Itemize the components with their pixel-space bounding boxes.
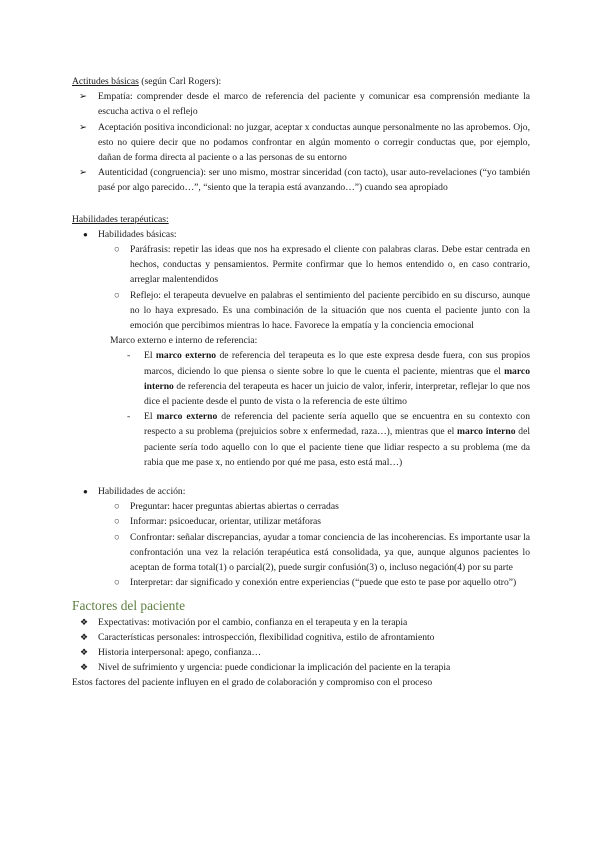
- actitudes-heading-underlined: Actitudes básicas: [72, 76, 139, 87]
- basica-text: Paráfrasis: repetir las ideas que nos ha expresado el cliente con palabras claras. Debe estar centrada en hechos, conductas y pensamientos. Permite confirmar que lo hemos entendido o, en caso contrario, arreglar malentendidos: [130, 244, 530, 286]
- accion-interpretar: [114, 575, 530, 590]
- marco-text: del paciente sería todo aquello con lo que el paciente tiene que lidiar respecto a su problema (me da rabia que me pase x, no entiendo por qué me pasa, esto está mal…): [144, 426, 531, 468]
- factores-conclusion: Estos factores del paciente influyen en el grado de colaboración y compromiso con el proceso: [72, 677, 433, 689]
- circle-bullet-icon: ○: [114, 244, 120, 256]
- marco-paciente: [127, 409, 531, 470]
- marco-externo-bold: marco externo: [156, 411, 218, 423]
- arrow-bullet-icon: ➢: [79, 121, 88, 133]
- marco-interno-bold: marco interno: [457, 426, 516, 438]
- marco-interno-bold: marco interno: [144, 365, 530, 392]
- accion-text: Interpretar: dar significado y conexión entre experiencias (“puede que esto te pase por aquello otro”): [130, 577, 517, 589]
- basica-reflejo: [114, 288, 530, 334]
- dash-bullet-icon: -: [127, 411, 131, 423]
- diamond-bullet-icon: ❖: [80, 662, 89, 673]
- marco-label: Marco externo e interno de referencia:: [110, 335, 258, 347]
- actitud-aceptacion: [79, 120, 530, 166]
- factor-text: Nivel de sufrimiento y urgencia: puede condicionar la implicación del paciente en la terapia: [98, 662, 451, 674]
- bullet-dot-icon: ●: [83, 487, 88, 497]
- actitud-text: Empatía: comprender desde el marco de referencia del paciente y comunicar esa comprensión mediante la escucha activa o el reflejo: [98, 91, 530, 118]
- marco-externo-bold: marco externo: [155, 350, 217, 362]
- actitudes-heading: [72, 74, 530, 89]
- actitud-text: Aceptación positiva incondicional: no juzgar, aceptar x conductas aunque personalmente no las aprobemos. Ojo, esto no quiere decir que no podamos confrontar en algún momento o corregir conductas que, por ejemplo, dañan de forma directa al paciente o a las personas de su entorno: [98, 121, 530, 164]
- marco-text: de referencia del terapeuta es lo que este expresa desde fuera, con sus propios marcos, diciendo lo que piensa o siente sobre lo que le cuenta el paciente, mientras que el: [144, 350, 530, 377]
- arrow-bullet-icon: ➢: [79, 91, 88, 103]
- habilidades-basicas: [83, 227, 530, 242]
- marco-terapeuta: [127, 348, 530, 409]
- factor-text: Historia interpersonal: apego, confianza…: [98, 646, 262, 658]
- arrow-bullet-icon: ➢: [79, 167, 88, 179]
- accion-preguntar: [114, 499, 530, 514]
- basica-text: Reflejo: el terapeuta devuelve en palabras el sentimiento del paciente percibido en su discurso, aunque no lo haya expresado. Es una combinación de la situación que nos cuenta el paciente junto con la emoción que percibimos mientras lo hace. Favorece la empatía y la conciencia emocional: [130, 289, 530, 332]
- factor-historia: [80, 645, 530, 660]
- accion-confrontar: [114, 530, 530, 576]
- actitud-text: Autenticidad (congruencia): ser uno mismo, mostrar sinceridad (con tacto), usar auto-revelaciones (“yo también pasé por algo parecido…”, “siento que la terapia está avanzando…”) cuando sea apropiado: [98, 167, 530, 194]
- bullet-dot-icon: ●: [83, 229, 88, 239]
- factor-text: Expectativas: motivación por el cambio, confianza en el terapeuta y en la terapia: [98, 616, 408, 628]
- circle-bullet-icon: ○: [114, 531, 120, 543]
- diamond-bullet-icon: ❖: [80, 616, 89, 627]
- actitud-autenticidad: [79, 165, 530, 195]
- habilidades-accion: [83, 484, 530, 499]
- actitud-empatia: [79, 89, 530, 119]
- dash-bullet-icon: -: [127, 350, 131, 362]
- diamond-bullet-icon: ❖: [80, 646, 89, 657]
- basica-parafrasis: [114, 242, 530, 288]
- circle-bullet-icon: ○: [114, 516, 120, 528]
- circle-bullet-icon: ○: [114, 501, 120, 513]
- accion-text: Confrontar: señalar discrepancias, ayudar a tomar conciencia de las incoherencias. Es importante usar la confrontación una vez la relación terapéutica está consolidada, ya que, aunque algunos pacientes lo aceptan de forma total(1) o parcial(2), puede surgir confusión(3) o, incluso negación(4) por su parte: [130, 531, 530, 574]
- habilidades-basicas-label: Habilidades básicas:: [98, 228, 177, 240]
- factores-title: Factores del paciente: [72, 597, 186, 613]
- marco-text: de referencia del terapeuta es hacer un juicio de valor, inferir, interpretar, reflejar lo que nos dice el paciente desde el punto de vista o la referencia de este último: [144, 380, 530, 408]
- actitudes-heading-suffix: (según Carl Rogers):: [138, 76, 222, 87]
- marco-text: El: [144, 350, 156, 362]
- accion-text: Preguntar: hacer preguntas abiertas abiertas o cerradas: [130, 501, 339, 513]
- habilidades-accion-label: Habilidades de acción:: [98, 486, 186, 498]
- factor-caracteristicas: [80, 630, 530, 645]
- marco-text: El: [144, 411, 157, 423]
- factor-sufrimiento: [80, 660, 530, 675]
- habilidades-heading: Habilidades terapéuticas:: [72, 213, 169, 225]
- circle-bullet-icon: ○: [114, 289, 120, 301]
- accion-informar: [114, 514, 530, 529]
- circle-bullet-icon: ○: [114, 577, 120, 589]
- diamond-bullet-icon: ❖: [80, 631, 89, 642]
- document-page: [72, 74, 530, 691]
- accion-text: Informar: psicoeducar, orientar, utilizar metáforas: [130, 516, 322, 528]
- factor-text: Características personales: introspección, flexibilidad cognitiva, estilo de afrontamiento: [98, 631, 435, 643]
- factor-expectativas: [80, 615, 530, 630]
- marco-text: de referencia del paciente sería aquello que se encuentra en su contexto con respecto a su problema (prejuicios sobre x enfermedad, raza…), mientras que el: [144, 411, 530, 438]
